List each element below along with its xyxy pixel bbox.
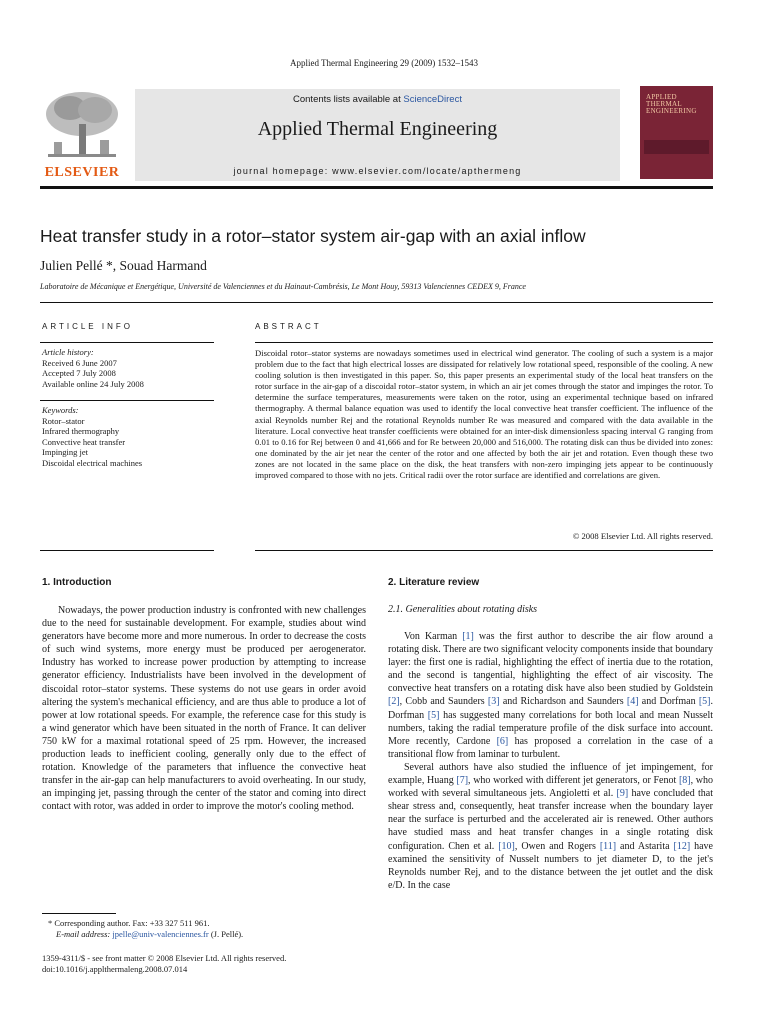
journal-citation: Applied Thermal Engineering 29 (2009) 1532–1543 bbox=[289, 58, 479, 68]
paragraph-text: . Dorfman bbox=[388, 696, 713, 721]
paper-authors: Julien Pellé *, Souad Harmand bbox=[40, 258, 207, 273]
contents-line bbox=[135, 94, 620, 105]
reference-link[interactable]: [9] bbox=[616, 788, 629, 800]
lit-paragraph-2 bbox=[388, 761, 713, 892]
abstract-caption: ABSTRACT bbox=[255, 322, 322, 331]
reference-link[interactable]: [5] bbox=[427, 709, 440, 721]
lit-heading: 2. Literature review bbox=[388, 577, 480, 588]
journal-homepage[interactable]: journal homepage: www.elsevier.com/locate/apthermeng bbox=[233, 166, 522, 176]
abstract-text: Discoidal rotor–stator systems are nowadays sometimes used in electrical wind generator. The cooling of such a system is a major problem due to the fact that high electrical losses are dissipated for relatively low rotational speed, responsible of the cooling. A new cooling solution is then investigated in this paper. So, this paper presents an experimental study of the local heat transfers on the rotor surface in the air-gap of a discoidal rotor–stator system, in which an air jet comes through the stator and impinges the rotor. To determine the surface temperatures, measurements were taken on the rotor, using an experimental technique based on infrared thermography. A thermal balance equation was used to identify the local convective heat transfer coefficient. The influence of the axial Reynolds number Rej and the rotational Reynolds number Re was measured and compared with the data available in the literature. Local convective heat transfer coefficients were obtained for an inter-disk dimensionless spacing interval G ranging from 0.01 to 0.16 for Rej between 0 and 41,666 and for Re between 20,000 and 516,000. The rotating disk can thus be divided into zones: one dominated by the air jet near the center of the rotor and one affected by both the air jet and rotation. Even though these two zones are not located in the same place on the disk, the heat transfers with non-zero impinging jets appear to be continuously improved compared to those with no jets. Critical radii over the rotor surface are identified and correlations are given. bbox=[255, 348, 713, 481]
intro-heading: 1. Introduction bbox=[42, 577, 112, 588]
cover-strip bbox=[644, 140, 709, 154]
reference-link[interactable]: [10] bbox=[498, 840, 515, 852]
keyword-item: Impinging jet bbox=[42, 447, 89, 457]
intro-paragraph: Nowadays, the power production industry is confronted with new challenges due to the need for sustainable development. For example, studies about wind generators have become more and more numerous. In order to decrease the costs of such wind systems, more energy must be produced per aerogenerator. Industry has worked to increase power production by attempting to increase generator efficiency. Industrialists have been involved in the development of discoidal rotor–stator systems. These systems do not use gears in order avoid altering the system's mechanical efficiency, and are thus able to produce a lot of power at low rotational speeds. For example, the reference case for this study is a wind generator which have been situated in the north of France. It can deliver 750 kW for a maximal rotational speed of 25 rpm. However, the increased production leads to inefficient cooling, generally only due to the effect of rotation. Knowledge of the parameters that influence the convective heat transfer in the air-gap can help manufacturers to avoid overheating. In our study, an impinging jet, passing through the center of the stator and coming into direct contact with rotor, was added in order to improve the motor's cooling method. bbox=[42, 605, 366, 813]
abstract-rule bbox=[255, 342, 713, 343]
footnote-rule bbox=[42, 913, 116, 914]
paragraph-text: have examined the sensitivity of Nusselt numbers to jet diameter D, to the jet's Reynolds number Rej, and to the distance between the jet outlet and the disk e/D. In the case bbox=[388, 840, 713, 891]
history-label: Article history: bbox=[42, 347, 94, 357]
abstract-copyright: © 2008 Elsevier Ltd. All rights reserved. bbox=[572, 531, 713, 541]
lit-body bbox=[388, 630, 713, 892]
paper-title: Heat transfer study in a rotor–stator system air-gap with an axial inflow bbox=[40, 226, 586, 246]
issn-line: 1359-4311/$ - see front matter © 2008 Elsevier Ltd. All rights reserved. bbox=[42, 953, 287, 963]
paragraph-text: and Richardson and Saunders bbox=[499, 696, 627, 708]
article-info-rule bbox=[40, 342, 214, 343]
history-keywords-divider bbox=[40, 400, 214, 401]
history-online: Available online 24 July 2008 bbox=[42, 378, 144, 389]
publisher-name: ELSEVIER bbox=[44, 165, 120, 180]
paragraph-text: , Owen and Rogers bbox=[514, 840, 600, 852]
keyword-item: Convective heat transfer bbox=[42, 436, 126, 447]
paragraph-text: , who worked with different jet generators, or Fenot bbox=[468, 775, 679, 787]
paper-affiliation: Laboratoire de Mécanique et Energétique, Université de Valenciennes et du Hainaut-Cambrésis, Le Mont Houy, 59313 Valenciennes CEDEX 9, France bbox=[40, 282, 526, 291]
paragraph-text: has suggested many correlations for both local and mean Nusselt numbers, taking the radial temperature profile of the disk surface into account. More recently, Cardone bbox=[388, 709, 713, 747]
journal-title: Applied Thermal Engineering bbox=[257, 118, 498, 140]
title-rule bbox=[40, 302, 713, 303]
reference-link[interactable]: [4] bbox=[626, 696, 639, 708]
paragraph-text: and Astarita bbox=[616, 840, 674, 852]
issn-block bbox=[42, 953, 382, 974]
email-suffix: (J. Pellé). bbox=[210, 928, 244, 939]
paragraph-text: has proposed a correlation in the case of a transitional flow from laminar to turbulent. bbox=[388, 735, 713, 760]
reference-link[interactable]: [6] bbox=[496, 735, 509, 747]
paragraph-text: was the first author to describe the air flow around a rotating disk. There are two significant velocity components inside that boundary layer: the first one is radial, highlighting the effect of inertia due to the rotation, and the second is tangential, highlighting the effect of air viscosity. The convective heat transfers on a rotating disk have also been studied by Goldstein bbox=[388, 631, 714, 695]
article-history bbox=[42, 347, 144, 389]
intro-body bbox=[42, 604, 366, 814]
reference-link[interactable]: [5] bbox=[698, 696, 711, 708]
paragraph-text: and Dorfman bbox=[638, 696, 699, 708]
paragraph-text: , Cobb and Saunders bbox=[399, 696, 488, 708]
email-link[interactable]: jpelle@univ-valenciennes.fr bbox=[112, 928, 209, 939]
reference-link[interactable]: [2] bbox=[388, 696, 400, 708]
footnote-corresponding: * Corresponding author. Fax: +33 327 511 961. bbox=[48, 918, 210, 928]
keywords bbox=[42, 405, 142, 468]
reference-link[interactable]: [1] bbox=[462, 631, 474, 642]
header-rule bbox=[40, 186, 713, 189]
keyword-item: Discoidal electrical machines bbox=[42, 457, 143, 468]
paragraph-text: Several authors have also studied the influence of jet impingement, for example, Huang bbox=[388, 761, 713, 787]
sciencedirect-link[interactable]: ScienceDirect bbox=[403, 94, 462, 105]
paragraph-text: Von Karman bbox=[404, 631, 463, 642]
cover-title-text: APPLIED THERMAL ENGINEERING bbox=[646, 93, 697, 115]
email-label: E-mail address: bbox=[56, 928, 111, 939]
keyword-item: Infrared thermography bbox=[42, 426, 120, 436]
reference-link[interactable]: [7] bbox=[456, 775, 469, 787]
history-accepted: Accepted 7 July 2008 bbox=[42, 368, 116, 378]
reference-link[interactable]: [8] bbox=[678, 775, 691, 787]
footnote-email-line bbox=[48, 929, 368, 940]
paragraph-text: , who worked with several simultaneous jets. Angioletti et al. bbox=[388, 775, 713, 800]
reference-link[interactable]: [11] bbox=[599, 840, 617, 852]
article-info-bottom-rule bbox=[40, 550, 214, 551]
history-received: Received 6 June 2007 bbox=[42, 357, 117, 368]
footnote bbox=[48, 918, 368, 939]
lit-paragraph-1 bbox=[388, 630, 713, 761]
keyword-item: Rotor–stator bbox=[42, 415, 85, 426]
abstract-bottom-rule bbox=[255, 550, 713, 551]
reference-link[interactable]: [3] bbox=[487, 696, 500, 708]
contents-prefix: Contents lists available at bbox=[293, 94, 404, 105]
journal-cover-thumbnail bbox=[640, 86, 713, 179]
cover-title bbox=[646, 94, 697, 115]
article-info-caption: ARTICLE INFO bbox=[42, 322, 133, 331]
doi-line[interactable]: doi:10.1016/j.applthermaleng.2008.07.014 bbox=[42, 963, 188, 974]
lit-subheading: 2.1. Generalities about rotating disks bbox=[388, 604, 538, 615]
reference-link[interactable]: [12] bbox=[673, 840, 691, 852]
paragraph-text: have concluded that shear stress and, consequently, heat transfer increase when the boundary layer near the surface is perturbed and the accelerated air is renewed. Other authors have studied mass and heat transfer changes in a single rotating disk configuration. Chen et al. bbox=[388, 788, 714, 852]
keywords-label: Keywords: bbox=[42, 405, 79, 415]
